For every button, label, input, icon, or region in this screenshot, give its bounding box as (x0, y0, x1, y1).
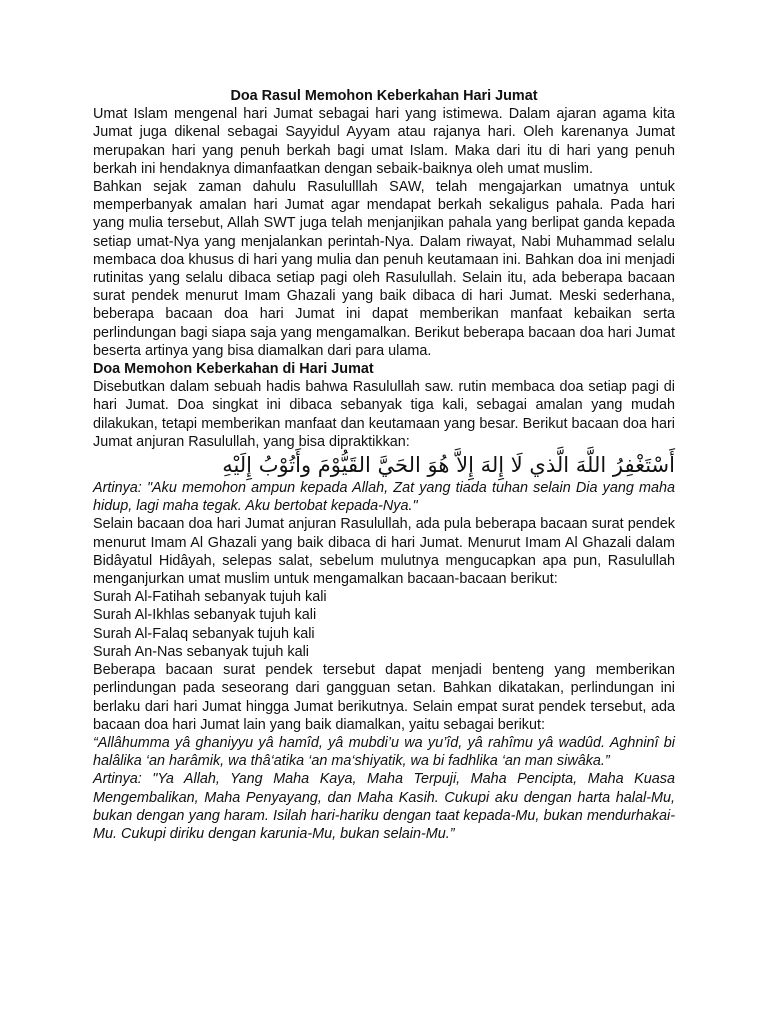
arabic-doa: أَسْتَغْفِرُ اللَّهَ الَّذي لَا إِلهَ إِلاَّ هُوَ الحَيَّ القَيُّوْمَ وأَتُوْبُ إِلَيْهِ (222, 453, 675, 478)
doa-translation: Artinya: "Aku memohon ampun kepada Allah, Zat yang tiada tuhan selain Dia yang maha hidup, lagi maha tegak. Aku bertobat kepada-Nya." (93, 480, 675, 515)
list-item: Surah Al-Falaq sebanyak tujuh kali (93, 625, 315, 642)
document-page (93, 87, 675, 843)
list-item: Surah Al-Ikhlas sebanyak tujuh kali (93, 607, 317, 624)
document-title: Doa Rasul Memohon Keberkahan Hari Jumat (230, 88, 538, 104)
closing-paragraph: Beberapa bacaan surat pendek tersebut dapat menjadi benteng yang memberikan perlindungan pada seseorang dari gangguan setan. Bahkan dikatakan, perlindungan ini berlaku dari hari Jumat hingga Jumat berikutnya. Selain empat surat pendek tersebut, ada bacaan doa hari Jumat lain yang baik diamalkan, yaitu sebagai berikut: (93, 662, 675, 733)
surah-list (93, 588, 675, 661)
section-paragraph: Disebutkan dalam sebuah hadis bahwa Rasulullah saw. rutin membaca doa setiap pagi di hari Jumat. Doa singkat ini dibaca sebanyak tiga kali, sebagai amalan yang mudah dilakukan, tetapi memberikan manfaat dan keutamaan yang besar. Berikut bacaan doa hari Jumat anjuran Rasulullah, yang bisa dipraktikkan: (93, 379, 675, 450)
ghazali-paragraph: Selain bacaan doa hari Jumat anjuran Rasulullah, ada pula beberapa bacaan surat pendek menurut Imam Al Ghazali yang baik dibaca di hari Jumat. Menurut Imam Al Ghazali dalam Bidâyatul Hidâyah, selepas salat, sebelum mulutnya mengucapkan apa pun, Rasulullah menganjurkan umat muslim untuk mengamalkan bacaan-bacaan berikut: (93, 516, 675, 588)
latin-doa: “Allâhumma yâ ghaniyyu yâ hamîd, yâ mubdi’u wa yu’îd, yâ rahîmu yâ wadûd. Aghninî bi halâlika ‘an harâmik, wa thâ‘atika ‘an ma‘shiyatik, wa bi fadhlika ‘an man siwâka.” (93, 734, 675, 770)
intro-paragraph-2: Bahkan sejak zaman dahulu Rasululllah SAW, telah mengajarkan umatnya untuk memperbanyak amalan hari Jumat agar mendapat berkah sekaligus pahala. Pada hari yang mulia tersebut, Allah SWT juga telah menjanjikan pahala yang berlipat ganda kepada setiap umat-Nya yang menjalankan perintah-Nya. Dalam riwayat, Nabi Muhammad selalu membaca doa khusus di hari yang mulia dan penuh keutamaan ini. Bahkan doa ini menjadi rutinitas yang selalu dibaca setiap pagi oleh Rasulullah. Selain itu, ada beberapa bacaan surat pendek menurut Imam Ghazali yang baik dibaca di hari Jumat. Meski sederhana, beberapa bacaan doa hari Jumat ini dapat memberikan manfaat kebaikan serta perlindungan bagi siapa saja yang mengamalkan. Berikut beberapa bacaan doa hari Jumat beserta artinya yang bisa diamalkan dari para ulama. (93, 179, 675, 359)
list-item: Surah Al-Fatihah sebanyak tujuh kali (93, 589, 327, 606)
list-item: Surah An-Nas sebanyak tujuh kali (93, 643, 309, 660)
intro-paragraph-1: Umat Islam mengenal hari Jumat sebagai hari yang istimewa. Dalam ajaran agama kita Jumat juga dikenal sebagai Sayyidul Ayyam atau rajanya hari. Oleh karenanya Jumat merupakan hari yang penuh berkah bagi umat Islam. Maka dari itu di hari yang penuh berkah ini hendaknya dimanfaatkan dengan sebaik-baiknya oleh umat muslim. (93, 106, 675, 177)
latin-translation: Artinya: "Ya Allah, Yang Maha Kaya, Maha Terpuji, Maha Pencipta, Maha Kuasa Mengembalikan, Maha Penyayang, dan Maha Kasih. Cukupi aku dengan harta halal-Mu, bukan dengan yang haram. Isilah hari-hariku dengan taat kepada-Mu, bukan mendurhakai-Mu. Cukupi diriku dengan karunia-Mu, bukan selain-Mu.” (93, 771, 675, 842)
section-heading: Doa Memohon Keberkahan di Hari Jumat (93, 361, 374, 378)
